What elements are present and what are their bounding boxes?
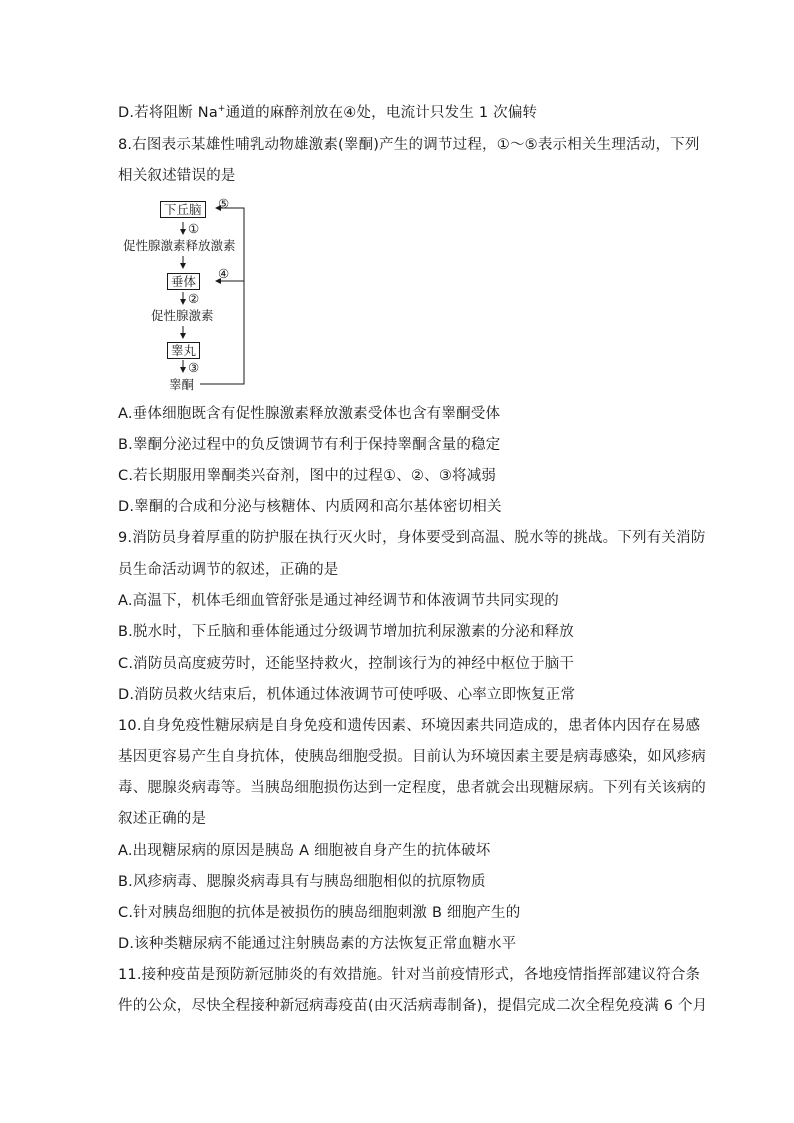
step-4-label: ④ <box>218 266 230 281</box>
q10-stem-line-2: 基因更容易产生自身抗体，使胰岛细胞受损。目前认为环境因素主要是病毒感染，如风疹病 <box>118 749 706 765</box>
q10-option-b: B.风疹病毒、腮腺炎病毒具有与胰岛细胞相似的抗原物质 <box>118 874 486 890</box>
hormone-regulation-diagram <box>118 196 258 391</box>
q9-option-c: C.消防员高度疲劳时，还能坚持救火，控制该行为的神经中枢位于脑干 <box>118 656 575 672</box>
q9-stem-line-1: 9.消防员身着厚重的防护服在执行灭火时，身体要受到高温、脱水等的挑战。下列有关消防 <box>118 530 706 546</box>
node-hypothalamus: 下丘脑 <box>160 201 206 218</box>
q10-stem-line-3: 毒、腮腺炎病毒等。当胰岛细胞损伤达到一定程度，患者就会出现糖尿病。下列有关该病的 <box>118 780 706 796</box>
q8-stem-line-1: 8.右图表示某雄性哺乳动物雄激素(睾酮)产生的调节过程，①～⑤表示相关生理活动，下列 <box>118 137 700 153</box>
step-1-label: ① <box>188 221 200 236</box>
q10-option-a: A.出现糖尿病的原因是胰岛 A 细胞被自身产生的抗体破坏 <box>118 843 491 859</box>
q9-stem-line-2: 员生命活动调节的叙述，正确的是 <box>118 562 339 578</box>
q9-option-a: A.高温下，机体毛细血管舒张是通过神经调节和体液调节共同实现的 <box>118 593 559 609</box>
label-gonadotropin: 促性腺激素 <box>151 308 214 323</box>
q8-option-c: C.若长期服用睾酮类兴奋剂，图中的过程①、②、③将减弱 <box>118 468 497 484</box>
node-testis: 睾丸 <box>167 342 200 359</box>
q11-stem-line-2: 件的公众，尽快全程接种新冠病毒疫苗(由灭活病毒制备)，提倡完成二次全程免疫满 6 个月 <box>118 998 708 1014</box>
q8-stem-line-2: 相关叙述错误的是 <box>118 168 236 184</box>
q9-option-d: D.消防员救火结束后，机体通过体液调节可使呼吸、心率立即恢复正常 <box>118 687 576 703</box>
step-3-label: ③ <box>188 360 200 375</box>
step-2-label: ② <box>188 291 200 306</box>
step-5-label: ⑤ <box>218 196 230 211</box>
q8-option-b: B.睾酮分泌过程中的负反馈调节有利于保持睾酮含量的稳定 <box>118 437 501 453</box>
q10-option-c: C.针对胰岛细胞的抗体是被损伤的胰岛细胞刺激 B 细胞产生的 <box>118 905 521 921</box>
node-testosterone: 睾酮 <box>169 377 195 392</box>
q10-option-d: D.该种类糖尿病不能通过注射胰岛素的方法恢复正常血糖水平 <box>118 936 517 952</box>
q9-option-b: B.脱水时，下丘脑和垂体能通过分级调节增加抗利尿激素的分泌和释放 <box>118 624 574 640</box>
q7-option-d: D.若将阻断 Na+通道的麻醉剂放在④处，电流计只发生 1 次偏转 <box>118 104 538 121</box>
label-gnrh: 促性腺激素释放激素 <box>123 238 236 253</box>
node-pituitary: 垂体 <box>167 273 200 290</box>
q10-stem-line-1: 10.自身免疫性糖尿病是自身免疫和遗传因素、环境因素共同造成的，患者体内因存在易感 <box>118 718 701 734</box>
q8-option-d: D.睾酮的合成和分泌与核糖体、内质网和高尔基体密切相关 <box>118 499 502 515</box>
q11-stem-line-1: 11.接种疫苗是预防新冠肺炎的有效措施。针对当前疫情形式，各地疫情指挥部建议符合条 <box>118 967 701 983</box>
q10-stem-line-4: 叙述正确的是 <box>118 811 207 827</box>
q8-option-a: A.垂体细胞既含有促性腺激素释放激素受体也含有睾酮受体 <box>118 406 501 422</box>
